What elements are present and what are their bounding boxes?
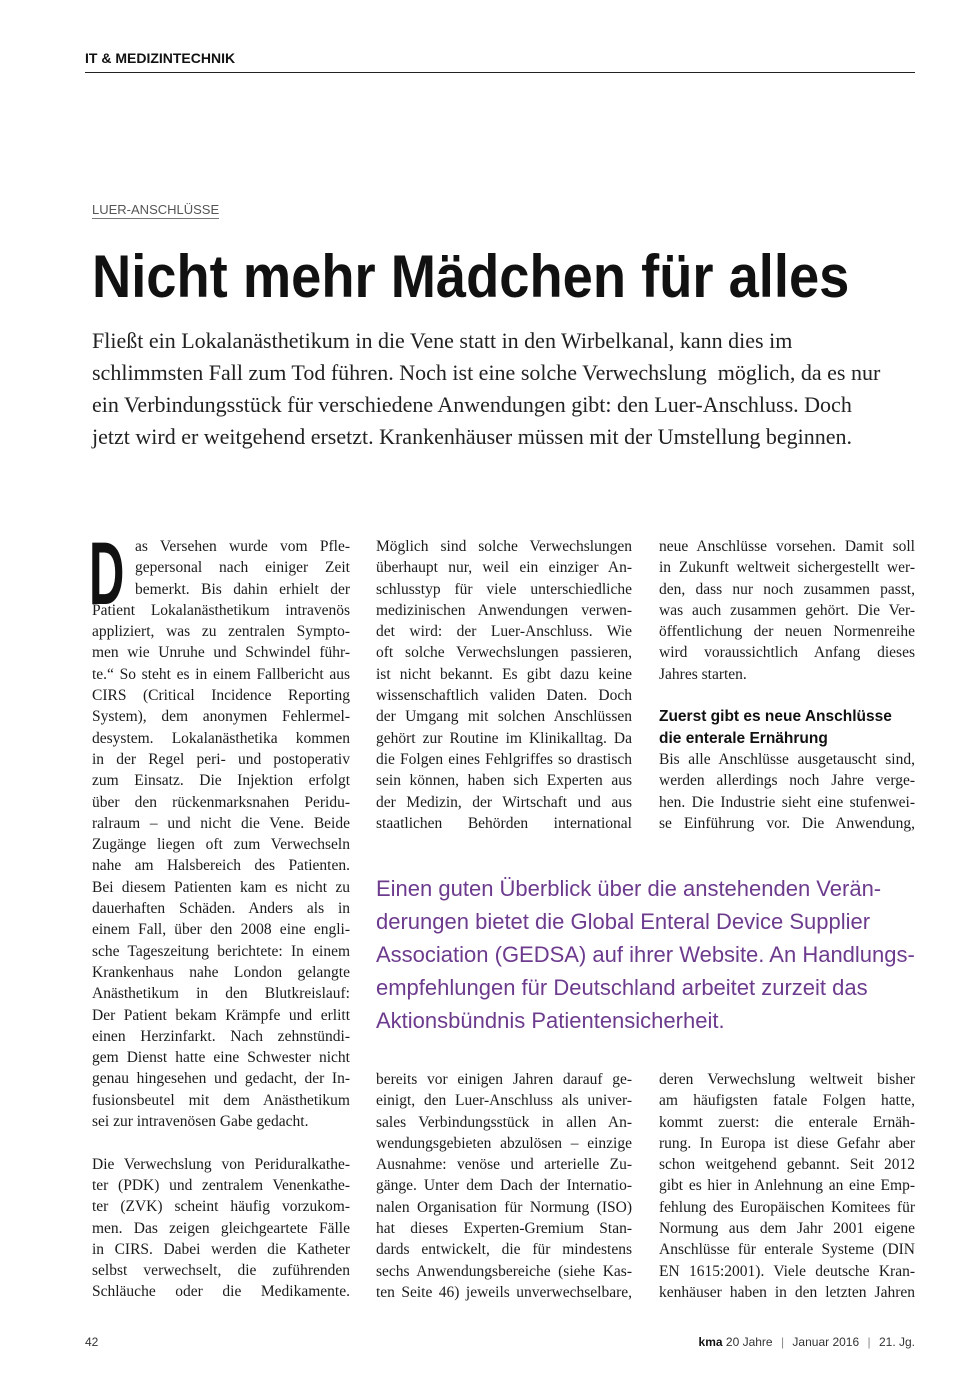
text-line: überhaupt nur, weil ein einziger An-	[376, 559, 632, 577]
text-line: Normung aus dem Jahr 2001 eigene	[659, 1220, 915, 1238]
column-2-bottom-text	[376, 1069, 632, 1303]
column-1-paragraph-1	[92, 536, 350, 1132]
text-line: Anästhetikum in den Blutkreislauf:	[92, 985, 350, 1003]
text-line: wissenschaftlich validen Daten. Doch	[376, 687, 632, 705]
text-line: oft solche Verwechslungen passieren,	[376, 644, 632, 662]
text-line: am häufigsten fatale Folgen hatte,	[659, 1092, 915, 1110]
text-line: Anschlüsse für enterale Systeme (DIN	[659, 1241, 915, 1259]
text-line: in CIRS. Dabei werden die Katheter	[92, 1240, 350, 1258]
paragraph-gap	[659, 685, 915, 706]
text-line: Die Verwechslung von Periduralkathe-	[92, 1155, 350, 1173]
text-line: wird voraussichtlich Anfang dieses	[659, 644, 915, 662]
column-3-bottom	[659, 1069, 915, 1303]
text-line: der Medizin, der Wirtschaft und aus	[376, 793, 632, 811]
text-line: CIRS (Critical Incidence Reporting	[92, 687, 350, 705]
text-line: sechs Anwendungsbereiche (siehe Kas-	[376, 1262, 632, 1280]
lead-line: ein Verbindungsstück für verschiedene Anwendungen gibt: den Luer-Anschluss. Doch	[92, 392, 852, 417]
text-line: über den rückenmarksnahen Peridu-	[92, 793, 350, 811]
text-line: Ausnahme: venöse und arterielle Zu-	[376, 1156, 632, 1174]
text-line: as Versehen wurde vom Pfle-	[135, 538, 350, 555]
footer-publication-info	[699, 1335, 915, 1349]
text-line: in Zukunft weltweit sichergestellt wer-	[659, 559, 915, 577]
text-line: ist nicht bekannt. Es gibt dazu keine	[376, 665, 632, 683]
issue-date: Januar 2016	[792, 1335, 860, 1349]
column-3-top	[659, 536, 915, 834]
text-line: deren Verwechslung weltweit bisher	[659, 1071, 915, 1088]
text-line: gehört zur Routine im Klinikalltag. Da	[376, 729, 632, 747]
lead-paragraph	[92, 325, 952, 453]
text-line: schlusstyp für viele unterschiedliche	[376, 580, 632, 598]
column-1	[92, 536, 350, 1303]
pull-quote-line: Einen guten Überblick über die anstehenden Verän-	[376, 876, 882, 901]
pull-quote-line: Association (GEDSA) auf ihrer Website. An Handlungs-	[376, 942, 915, 967]
text-line: ralraum – und nicht die Vene. Beide	[92, 814, 350, 832]
text-line: Schläuche oder die Medikamente.	[92, 1283, 350, 1301]
text-line: Patient Lokalanästhetikum intravenös	[92, 601, 350, 619]
text-line: in der Regel peri- und postoperativ	[92, 750, 350, 768]
text-line: men. Das zeigen gleichgeartete Fälle	[92, 1219, 350, 1237]
paragraph-gap	[92, 1132, 350, 1153]
text-line: genau hingesehen und gedacht, der In-	[92, 1070, 350, 1088]
text-line: nahe am Halsbereich des Patienten.	[92, 857, 350, 875]
text-line: werden allerdings noch Jahre verge-	[659, 772, 915, 790]
column-3-after-subheading	[659, 749, 915, 834]
text-line: einem Fall, über den 2008 eine engli-	[92, 921, 350, 939]
text-line: Der Patient bekam Krämpfe und erlitt	[92, 1006, 350, 1024]
text-line: die Folgen eines Fehlgriffes so drastisch	[376, 750, 632, 768]
article-kicker: LUER-ANSCHLÜSSE	[92, 202, 220, 217]
text-line: was auch zusammen gehört. Die Ver-	[659, 601, 915, 619]
text-line: fehlung des Europäischen Komitees für	[659, 1198, 915, 1216]
text-line: EN 1615:2001). Viele deutsche Kran-	[659, 1262, 915, 1280]
column-2-bottom	[376, 1069, 632, 1303]
text-line: Jahres starten.	[659, 665, 747, 683]
lead-line: Fließt ein Lokalanästhetikum in die Vene statt in den Wirbelkanal, kann dies im	[92, 328, 793, 353]
pull-quote-line: empfehlungen für Deutschland arbeitet zurzeit das	[376, 975, 868, 1000]
text-line: schon weitgehend gebannt. Seit 2012	[659, 1156, 915, 1174]
lead-line: schlimmsten Fall zum Tod führen. Noch ist eine solche Verwechslung möglich, da es nur	[92, 360, 881, 385]
drop-cap: D	[89, 523, 125, 623]
text-line: desystem. Lokalanästhetika kommen	[92, 729, 350, 747]
text-line: appliziert, was zu zentralen Sympto-	[92, 623, 350, 641]
text-line: fusionsbeutel mit dem Anästhetikum	[92, 1091, 350, 1109]
text-line: hat dieses Experten-Gremium Stan-	[376, 1220, 632, 1238]
text-line: wendungsgebieten abzulösen – einzige	[376, 1134, 632, 1152]
column-3-top-text	[659, 536, 915, 685]
subheading	[659, 706, 915, 749]
text-line: Krankenhaus nahe London gelangte	[92, 963, 350, 981]
lead-line: jetzt wird er weitgehend ersetzt. Krankenhäuser müssen mit der Umstellung beginnen.	[92, 424, 852, 449]
page-number: 42	[85, 1335, 99, 1349]
text-line: der Umgang mit solchen Anschlüssen	[376, 708, 632, 726]
text-line: kenhäuser haben in den letzten Jahren	[659, 1283, 915, 1301]
column-2-top	[376, 536, 632, 834]
pull-quote	[376, 872, 915, 1037]
text-line: selbst verwechselt, die zuführenden	[92, 1262, 350, 1280]
text-line: hen. Die Industrie sieht eine stufenwei-	[659, 793, 915, 811]
text-line: gepersonal nach einiger Zeit	[135, 559, 350, 577]
text-line: staatlichen Behörden international	[376, 814, 632, 832]
footer-separator: |	[867, 1335, 871, 1349]
text-line: dards entwickelt, die für mindestens	[376, 1241, 632, 1259]
section-header: IT & MEDIZINTECHNIK	[85, 50, 236, 66]
text-line: sei zur intravenösen Gabe gedacht.	[92, 1113, 309, 1131]
text-line: bereits vor einigen Jahren darauf ge-	[376, 1071, 632, 1088]
text-line: Bis alle Anschlüsse ausgetauscht sind,	[659, 750, 915, 768]
column-3-bottom-text	[659, 1069, 915, 1303]
header-rule	[85, 72, 915, 73]
column-2-top-text	[376, 536, 632, 834]
text-line: se Einführung vor. Die Anwendung,	[659, 814, 915, 832]
text-line: einigt, den Luer-Anschluss als univer-	[376, 1092, 632, 1110]
text-line: ter (PDK) und zentralem Venenkathe-	[92, 1176, 350, 1194]
text-line: System), dem anonymen Fehlermel-	[92, 708, 350, 726]
text-line: rung. In Europa ist diese Gefahr aber	[659, 1134, 915, 1152]
pull-quote-line: Aktionsbündnis Patientensicherheit.	[376, 1008, 725, 1033]
text-line: Möglich sind solche Verwechslungen	[376, 538, 632, 555]
anniversary-label: 20 Jahre	[725, 1335, 773, 1349]
text-line: gibt es hier in Anlehnung an eine Emp-	[659, 1177, 915, 1195]
text-line: medizinischen Anwendungen verwen-	[376, 601, 632, 619]
column-1-paragraph-2	[92, 1154, 350, 1303]
text-line: sein können, haben sich Experten aus	[376, 772, 632, 790]
text-line: Zugänge liegen oft zum Verwechseln	[92, 836, 350, 854]
text-line: neue Anschlüsse vorsehen. Damit soll	[659, 538, 915, 555]
magazine-name: kma	[698, 1335, 723, 1349]
text-line: nalen Organisation für Normung (ISO)	[376, 1198, 632, 1216]
text-line: zum Einsatz. Die Injektion erfolgt	[92, 772, 350, 790]
text-line: men wie Unruhe und Schwindel führ-	[92, 644, 350, 662]
text-line: sales Verbindungsstück in allen An-	[376, 1113, 632, 1131]
footer-separator: |	[780, 1335, 785, 1349]
volume-label: 21. Jg.	[878, 1335, 915, 1349]
pull-quote-line: derungen bietet die Global Enteral Device Supplier	[376, 909, 871, 934]
text-line: ter (ZVK) scheint häufig vorzukom-	[92, 1198, 350, 1216]
text-line: ten Seite 46) jeweils unverwechselbare,	[376, 1283, 632, 1301]
text-line: bemerkt. Bis dahin erhielt der	[135, 580, 350, 598]
text-line: einen Herzinfarkt. Nach zehnstündi-	[92, 1027, 350, 1045]
text-line: dauerhaften Schäden. Anders als in	[92, 900, 350, 918]
text-line: Bei diesem Patienten kam es nicht zu	[92, 878, 350, 896]
text-line: te.“ So steht es in einem Fallbericht aus	[92, 665, 350, 683]
subheading-line: Zuerst gibt es neue Anschlüsse	[659, 708, 892, 726]
text-line: sche Tageszeitung berichtete: In einem	[92, 942, 350, 960]
text-line: det wird: der Luer-Anschluss. Wie	[376, 623, 632, 641]
subheading-line: die enterale Ernährung	[659, 729, 828, 747]
text-line: den, dass nur noch zusammen passt,	[659, 580, 915, 598]
text-line: kommt zuerst: die enterale Ernäh-	[659, 1113, 915, 1131]
text-line: öffentlichung der neuen Normenreihe	[659, 623, 915, 641]
text-line: gänge. Unter dem Dach der Internatio-	[376, 1177, 632, 1195]
article-title: Nicht mehr Mädchen für alles	[92, 243, 850, 310]
text-line: gem Dienst hatte eine Schwester nicht	[92, 1049, 350, 1067]
